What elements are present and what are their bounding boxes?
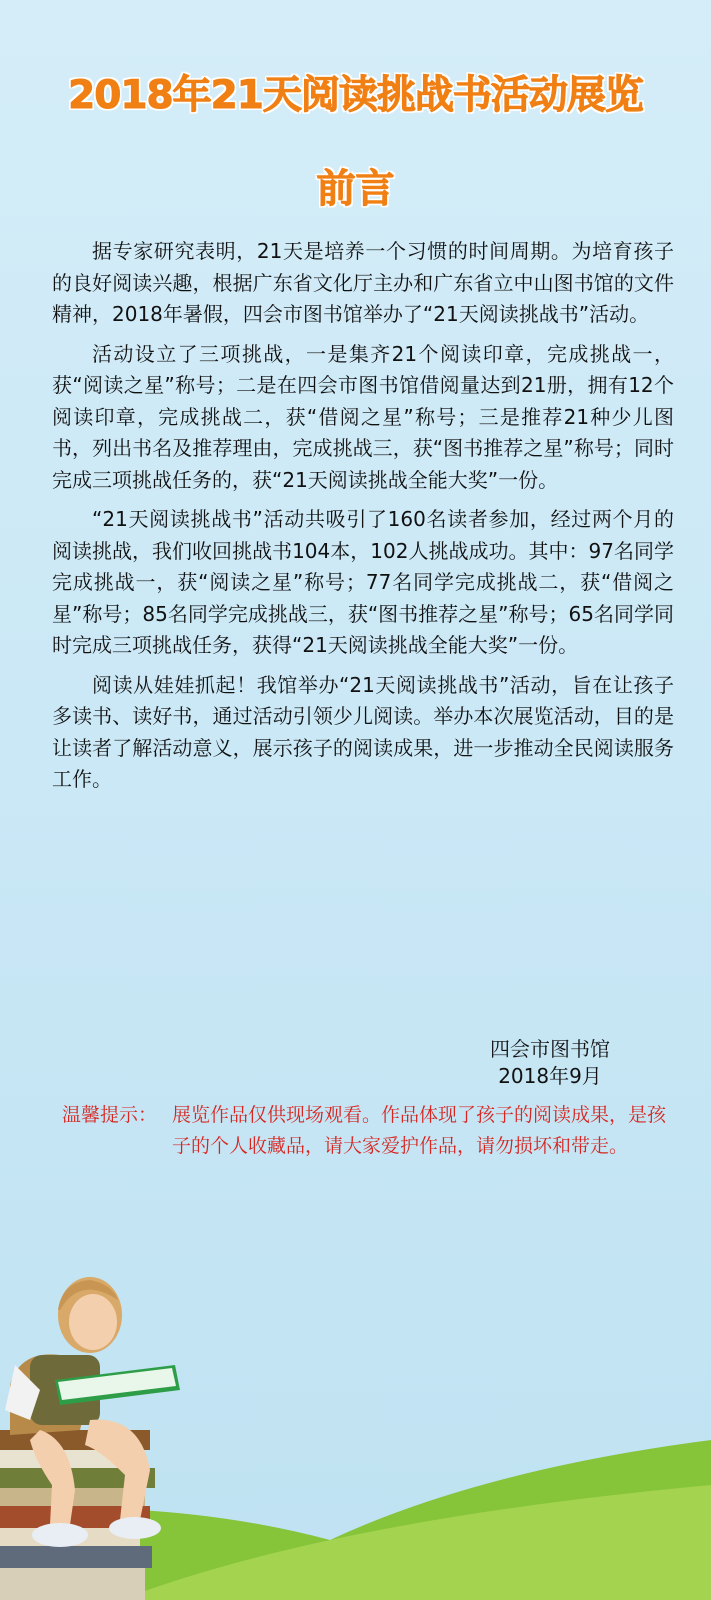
reminder (62, 1100, 674, 1162)
signature-organization: 四会市图书馆 (490, 1037, 610, 1061)
reminder-text: 展览作品仅供现场观看。作品体现了孩子的阅读成果，是孩子的个人收藏品，请大家爱护作品，请勿损坏和带走。 (172, 1104, 667, 1157)
page-subtitle: 前言 (316, 167, 395, 212)
signature (440, 1036, 660, 1090)
reminder-label: 温馨提示： (62, 1104, 158, 1126)
paragraph: 据专家研究表明，21天是培养一个习惯的时间周期。为培育孩子的良好阅读兴趣，根据广东省文化厅主办和广东省立中山图书馆的文件精神，2018年暑假，四会市图书馆举办了“21天阅读挑战书”活动。 (52, 239, 674, 326)
girl-reading-illustration (0, 1270, 711, 1600)
paragraph: 阅读从娃娃抓起！我馆举办“21天阅读挑战书”活动，旨在让孩子多读书、读好书，通过活动引领少儿阅读。举办本次展览活动，目的是让读者了解活动意义，展示孩子的阅读成果，进一步推动全民阅读服务工作。 (52, 672, 674, 791)
page-title: 2018年21天阅读挑战书活动展览 (68, 73, 643, 118)
paragraph: 活动设立了三项挑战，一是集齐21个阅读印章，完成挑战一，获“阅读之星”称号；二是在四会市图书馆借阅量达到21册，拥有12个阅读印章，完成挑战二，获“借阅之星”称号；三是推荐21种少儿图书，列出书名及推荐理由，完成挑战三，获“图书推荐之星”称号；同时完成三项挑战任务的，获“21天阅读挑战全能大奖”一份。 (52, 341, 674, 492)
paragraph: “21天阅读挑战书”活动共吸引了160名读者参加，经过两个月的阅读挑战，我们收回挑战书104本，102人挑战成功。其中：97名同学完成挑战一，获“阅读之星”称号；77名同学完成挑战二，获“借阅之星”称号；85名同学完成挑战三，获“图书推荐之星”称号；65名同学同时完成三项挑战任务，获得“21天阅读挑战全能大奖”一份。 (52, 507, 674, 657)
preface-body (52, 236, 674, 804)
signature-date: 2018年9月 (498, 1064, 602, 1088)
